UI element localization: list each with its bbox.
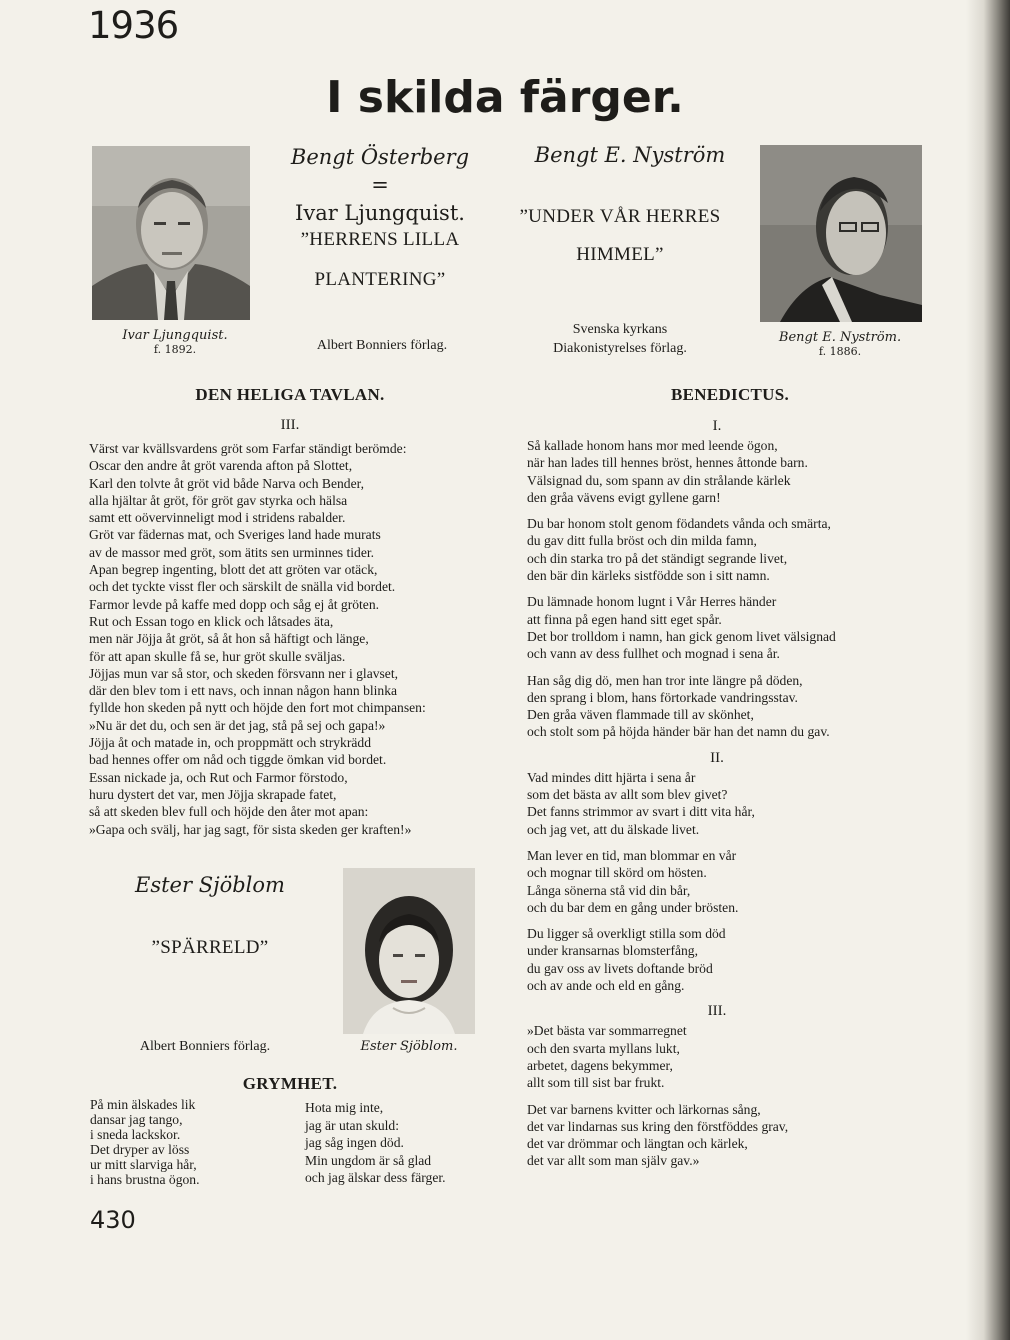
publisher-bonniers-1: Albert Bonniers förlag. <box>316 338 448 353</box>
portrait-name-nystrom: Bengt E. Nyström. <box>778 330 902 345</box>
poem-line: allt som till sist bar frukt. <box>527 1075 665 1091</box>
poem-line: Man lever en tid, man blommar en vår <box>527 847 737 863</box>
book-title-sparreld: ”SPÄRRELD” <box>151 937 269 958</box>
section-heading-benedictus: BENEDICTUS. <box>670 385 790 404</box>
poem-line: och stolt som på höjda händer bär han det namn du gav. <box>527 724 830 740</box>
book-title-herrens-line2: PLANTERING” <box>314 269 446 290</box>
poem-line: och jag vet, att du älskade livet. <box>527 821 700 837</box>
poem-line: och din starka tro på det ständigt segrande livet, <box>527 550 788 566</box>
poem-line: Jöjjas mun var så stor, och skeden försvann ner i glavset, <box>89 665 399 681</box>
poem-line: samt ett oövervinneligt mod i stridens rabalder. <box>89 510 346 526</box>
poem-line: Jöjja åt och matade in, och proppmätt och strykrädd <box>89 735 371 751</box>
book-title-under-line1: ”UNDER VÅR HERRES <box>519 206 721 227</box>
poem-line: ur mitt slarviga hår, <box>90 1157 197 1172</box>
poem-line: Vad mindes ditt hjärta i sena år <box>527 769 696 785</box>
poem-line: Det fanns strimmor av svart i ditt vita hår, <box>527 804 755 820</box>
poem-line: Rut och Essan togo en klick och låtsades äta, <box>89 613 334 629</box>
poem-line: och jag älskar dess färger. <box>305 1170 446 1185</box>
portrait-ljungquist <box>92 146 250 320</box>
poem-line: och vann av dess fullhet och mognad i sena år. <box>527 646 780 662</box>
stanza <box>527 925 927 994</box>
portrait-sjoblom <box>343 868 475 1034</box>
author-sjoblom: Ester Sjöblom <box>135 873 285 897</box>
poem-line: att finna på egen hand sitt eget spår. <box>527 611 722 627</box>
stanza <box>527 769 927 838</box>
poem-line: i hans brustna ögon. <box>90 1172 200 1187</box>
poem-line: Det bor trolldom i namn, han gick genom livet välsignad <box>527 628 836 644</box>
poem-line: det var allt som man själv gav.» <box>527 1153 700 1169</box>
poem-line: På min älskades lik <box>90 1097 196 1112</box>
poem-line: och mognar till skörd om hösten. <box>527 865 707 881</box>
poem-line: jag såg ingen död. <box>305 1135 404 1150</box>
stanza <box>527 847 927 916</box>
poem-line: och det tyckte visst fler och särskilt de snälla vid bordet. <box>89 579 396 595</box>
heliga-part-numeral: III. <box>280 417 300 433</box>
year-heading: 1936 <box>88 4 179 47</box>
stanza <box>527 672 927 741</box>
poem-line: bad hennes offer om nåd och tiggde ömkan vid bordet. <box>89 752 387 768</box>
section-heading-heliga: DEN HELIGA TAVLAN. <box>195 385 385 404</box>
poem-line: i sneda lackskor. <box>90 1127 181 1142</box>
poem-grymhet-left <box>90 1097 290 1187</box>
poem-line: »Det bästa var sommarregnet <box>527 1023 687 1039</box>
portrait-born-ljungquist: f. 1892. <box>153 343 197 356</box>
poem-line: den bär din kärleks sistfödde son i sitt namn. <box>527 568 770 584</box>
page-binding-shadow <box>966 0 1010 1340</box>
poem-line: Så kallade honom hans mor med leende ögon, <box>527 438 778 453</box>
poem-line: Du bar honom stolt genom födandets vånda och smärta, <box>527 516 831 532</box>
benedictus-part-numeral: I. <box>712 418 722 434</box>
portrait-born-nystrom: f. 1886. <box>818 345 862 358</box>
poem-line: när han lades till hennes bröst, hennes åttonde barn. <box>527 455 808 471</box>
poem-line: »Gapa och svälj, har jag sagt, för sista skeden ger kraften!» <box>89 821 412 837</box>
poem-line: av de massor med gröt, som ätits sen urminnes tider. <box>89 544 375 560</box>
poem-line: men när Jöjja åt gröt, så åt hon så häftigt och länge, <box>89 631 369 647</box>
poem-line: under kransarnas blomsterfång, <box>527 943 698 959</box>
page-headline: I skilda färger. <box>326 72 684 123</box>
poem-line: arbetet, dagens bekymmer, <box>527 1057 673 1073</box>
book-title-herrens-line1: ”HERRENS LILLA <box>300 229 460 250</box>
poem-line: Oscar den andre åt gröt varenda afton på Slottet, <box>89 458 353 474</box>
poem-line: huru dystert det var, men Jöjja skrapade fatet, <box>89 786 337 802</box>
portrait-nystrom <box>760 145 922 322</box>
poem-line: Karl den tolvte åt gröt vid både Narva och Bender, <box>89 475 365 491</box>
poem-line: Det dryper av löss <box>90 1142 190 1157</box>
poem-benedictus <box>527 418 927 1179</box>
poem-line: det var lindarnas sus kring den förstföddes grav, <box>527 1118 789 1134</box>
poem-line: och den svarta myllans lukt, <box>527 1040 680 1056</box>
author-nystrom: Bengt E. Nyström <box>534 143 726 167</box>
poem-line: Han såg dig dö, men han tror inte längre på döden, <box>527 672 803 688</box>
poem-line: alla hjältar åt gröt, för gröt gav styrka och hälsa <box>89 492 348 508</box>
poem-line: Den gråa väven flammade till av skönhet, <box>527 707 754 723</box>
poem-line: och du bar dem en gång under brösten. <box>527 899 739 915</box>
poem-line: och av ande och eld en gång. <box>527 978 685 994</box>
section-heading-grymhet: GRYMHET. <box>242 1074 338 1093</box>
poem-line: dansar jag tango, <box>90 1112 183 1127</box>
poem-line: du gav ditt fulla bröst och din milda famn, <box>527 533 757 549</box>
poem-line: Essan nickade ja, och Rut och Farmor förstodo, <box>89 769 348 785</box>
poem-line: »Nu är det du, och sen är det jag, stå på sej och gapa!» <box>89 717 386 733</box>
poem-line: jag är utan skuld: <box>305 1117 400 1133</box>
poem-line: Hota mig inte, <box>305 1100 384 1115</box>
stanza <box>527 1101 927 1170</box>
poem-line: Min ungdom är så glad <box>305 1152 432 1168</box>
portrait-name-ljungquist: Ivar Ljungquist. <box>122 328 228 343</box>
portrait-caption-sjoblom: Ester Sjöblom. <box>360 1039 458 1054</box>
stanza <box>527 593 927 662</box>
page-number: 430 <box>90 1206 136 1234</box>
poem-line: den sprang i blom, hans förtorkade vandringsstav. <box>527 689 798 705</box>
poem-line: den gråa vävens evigt gyllene garn! <box>527 489 721 505</box>
poem-grymhet-right <box>305 1099 505 1187</box>
author-ljungquist: Ivar Ljungquist. <box>295 201 465 225</box>
poem-line: Värst var kvällsvardens gröt som Farfar ständigt berömde: <box>89 441 407 456</box>
author-osterberg: Bengt Österberg = <box>290 145 470 197</box>
stanza <box>527 437 927 506</box>
publisher-bonniers-2: Albert Bonniers förlag. <box>139 1039 271 1054</box>
poem-line: det var drömmar och längtan och kärlek, <box>527 1136 748 1152</box>
poem-line: så att skeden blev full och höjde den åter mot apan: <box>89 804 369 820</box>
book-title-under-line2: HIMMEL” <box>576 244 664 265</box>
poem-line: fyllde hon skeden på nytt och höjde den fort mot chimpansen: <box>89 700 426 716</box>
poem-line: Du ligger så overkligt stilla som död <box>527 926 726 942</box>
poem-line: där den blev tom i ett navs, och innan någon hann blinka <box>89 683 398 699</box>
poem-line: Välsignad du, som spann av din strålande kärlek <box>527 472 791 488</box>
benedictus-part-numeral: III. <box>707 1003 727 1020</box>
poem-heliga-tavlan <box>89 440 509 838</box>
poem-line: Apan begrep ingenting, blott det att gröten var otäck, <box>89 562 378 578</box>
poem-line: Du lämnade honom lugnt i Vår Herres händer <box>527 594 777 610</box>
publisher-diakoni-line2: Diakonistyrelses förlag. <box>553 341 687 356</box>
stanza <box>527 515 927 584</box>
poem-line: Långa sönerna stå vid din bår, <box>527 882 691 898</box>
publisher-diakoni-line1: Svenska kyrkans <box>572 322 668 337</box>
poem-line: som det bästa av allt som blev givet? <box>527 787 728 803</box>
stanza <box>527 1022 927 1091</box>
poem-line: du gav oss av livets doftande bröd <box>527 960 713 976</box>
poem-line: Det var barnens kvitter och lärkornas sång, <box>527 1101 761 1117</box>
benedictus-part-numeral: II. <box>710 749 724 766</box>
poem-line: Gröt var fädernas mat, och Sveriges land hade murats <box>89 527 381 543</box>
poem-line: för att apan skulle få se, hur gröt skulle sväljas. <box>89 648 346 664</box>
poem-line: Farmor levde på kaffe med dopp och såg ej åt gröten. <box>89 596 380 612</box>
